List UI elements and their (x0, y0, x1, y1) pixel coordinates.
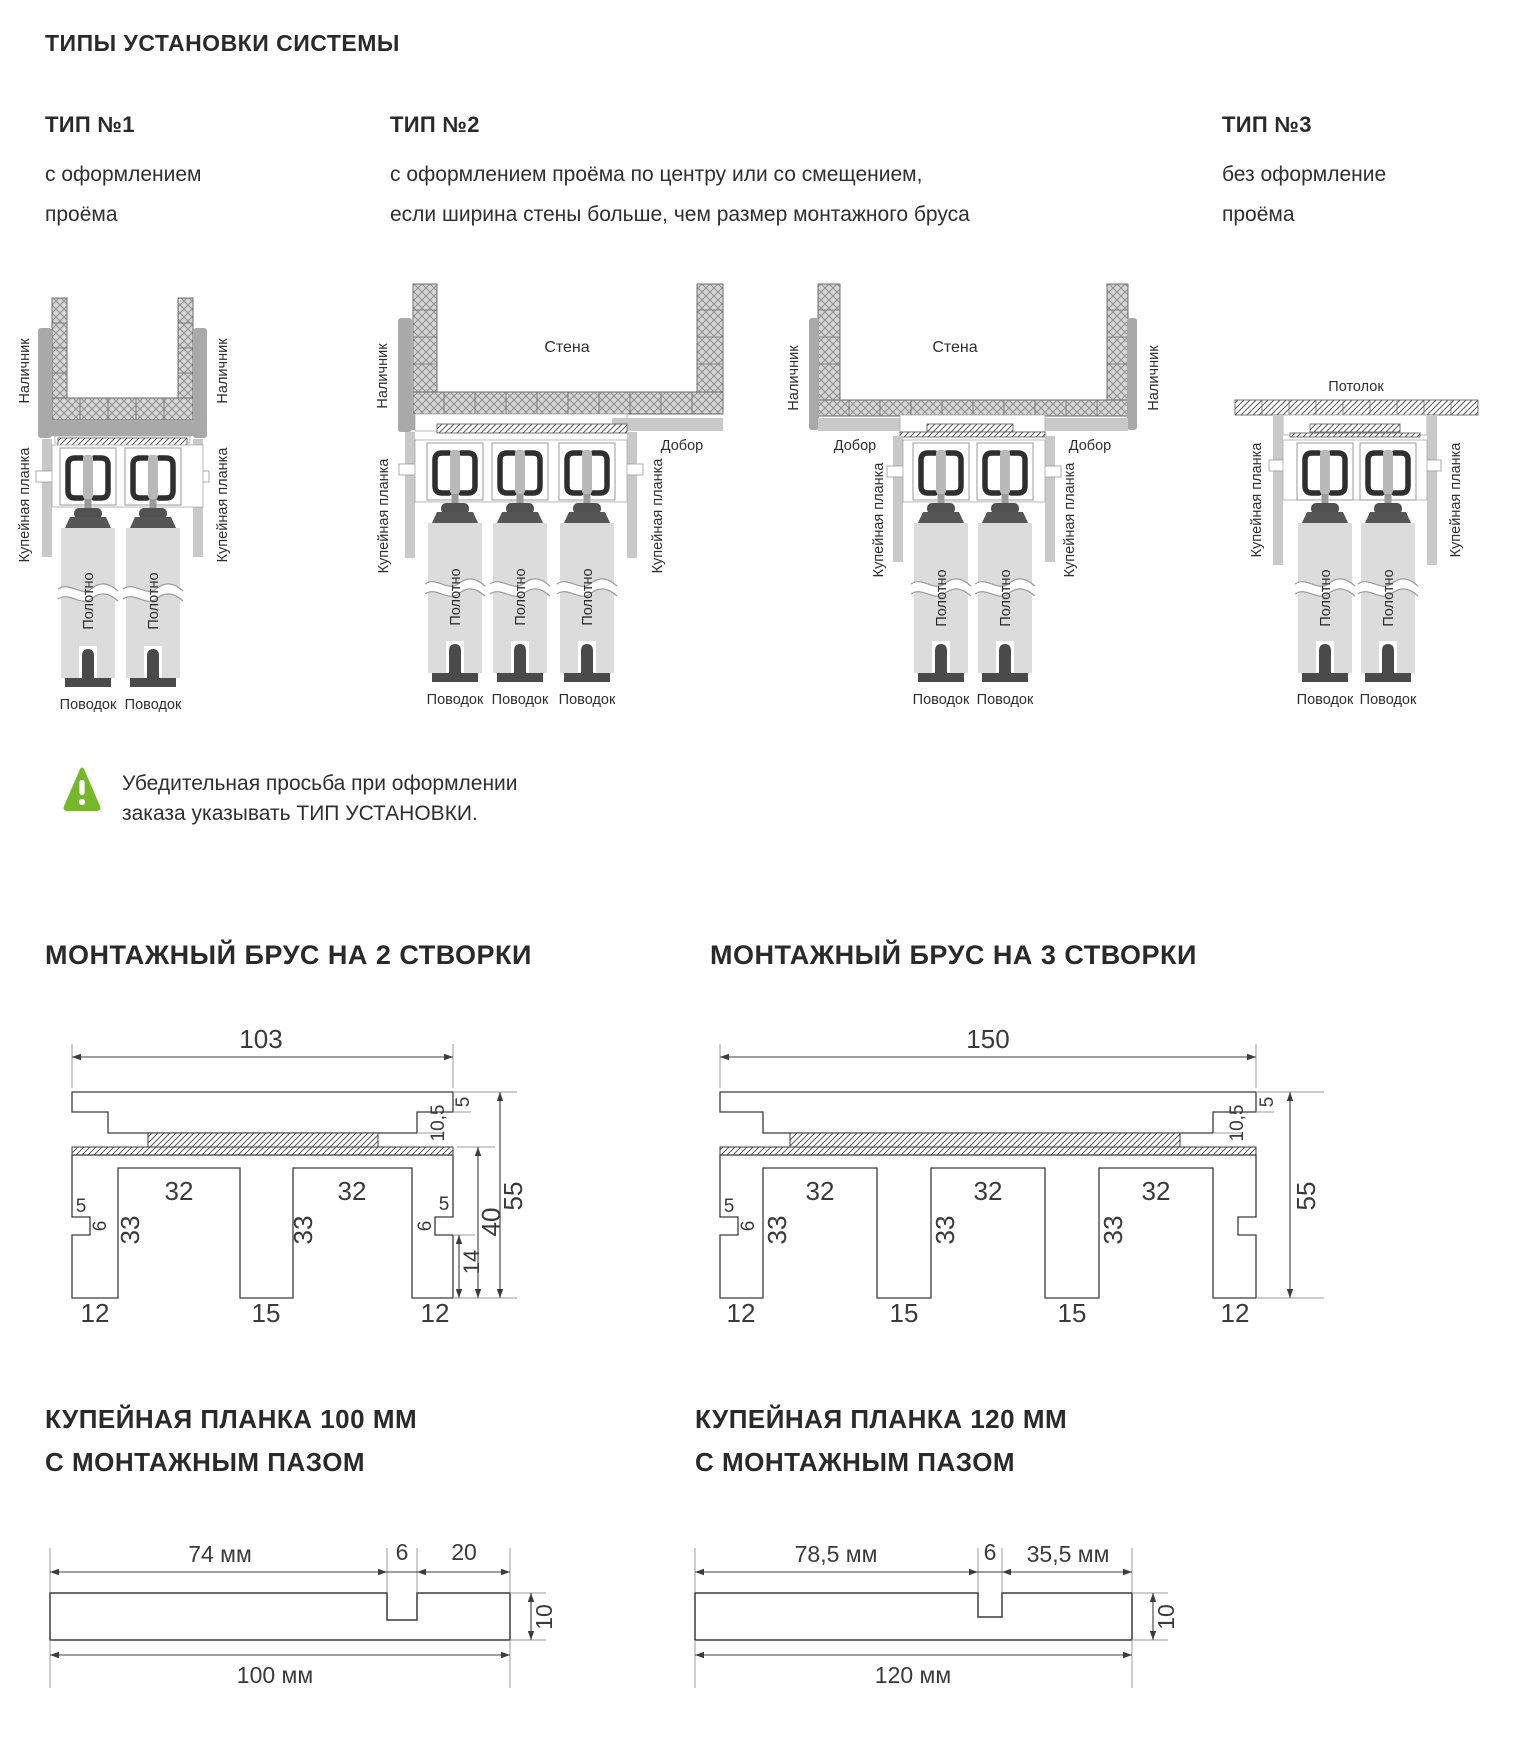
wall-left (818, 284, 840, 400)
dim-leg: 12 (1220, 1298, 1250, 1328)
hatch-strip (720, 1147, 1256, 1155)
label-stena: Стена (544, 339, 590, 356)
dim-groove-width: 32 (337, 1176, 367, 1206)
dim-total-width: 103 (239, 1024, 283, 1054)
kupe-bar-left (893, 436, 903, 562)
roller-carriage (492, 443, 548, 523)
dim-board-thickness: 5 (1257, 1096, 1278, 1108)
type3-block (1222, 112, 1386, 235)
wall-band (52, 398, 193, 420)
hatch-strip (437, 424, 627, 433)
dim-groove-width: 32 (164, 1176, 194, 1206)
label-dobor: Добор (660, 438, 704, 454)
plank-profile (695, 1593, 1132, 1640)
hatch-strip (72, 1147, 453, 1155)
dim-body-height: 40 (476, 1207, 506, 1237)
dim-notch-height: 6 (90, 1220, 111, 1232)
dim-left: 78,5 мм (794, 1541, 878, 1567)
type1-desc-line1: с оформлением (45, 163, 202, 186)
dim-foot: 14 (459, 1249, 484, 1275)
roller-carriage (913, 443, 969, 523)
kupe-notch-left (399, 464, 417, 475)
type1-desc-line2: проёма (45, 203, 118, 226)
plank120-title-line2: С МОНТАЖНЫМ ПАЗОМ (695, 1447, 1016, 1477)
kupe-bar-right (1427, 415, 1437, 565)
plank100-title-line1: КУПЕЙНАЯ ПЛАНКА 100 ММ (45, 1404, 418, 1434)
hatch-strip-thin (900, 432, 1045, 437)
label-kupe: Купейная планка (376, 458, 392, 574)
dim-total-height: 55 (1291, 1181, 1321, 1211)
dim-notch-depth: 5 (723, 1196, 735, 1217)
label-nalichnik: Наличник (375, 343, 391, 409)
label-nalichnik: Наличник (786, 345, 802, 411)
dim-leg: 15 (1057, 1298, 1087, 1328)
bar2-drawing (45, 1000, 575, 1335)
type2-block (390, 112, 970, 235)
label-kupe: Купейная планка (1062, 462, 1078, 578)
plank120-title-line1: КУПЕЙНАЯ ПЛАНКА 120 ММ (695, 1404, 1068, 1434)
dim-leg: 15 (889, 1298, 919, 1328)
diagram-type2a (330, 248, 740, 718)
roller-carriage (1297, 443, 1353, 523)
dim-slot: 6 (983, 1539, 997, 1565)
dim-notch-depth: 5 (75, 1196, 87, 1217)
bar3-title: МОНТАЖНЫЙ БРУС НА 3 СТВОРКИ (710, 940, 1197, 970)
type1-name: ТИП №1 (45, 112, 135, 137)
nalichnik-left (809, 318, 819, 430)
type2-name: ТИП №2 (390, 112, 480, 137)
dim-board-thickness: 5 (453, 1096, 474, 1108)
kupe-bar-right (1045, 436, 1055, 562)
kupe-notch-left (887, 466, 905, 477)
label-povodok: Поводок (1296, 692, 1354, 708)
type2-desc-line1: с оформлением проёма по центру или со смещением, (390, 163, 923, 186)
roller-carriage (60, 448, 116, 528)
dim-thickness: 10 (1153, 1604, 1179, 1630)
dim-groove-width: 32 (973, 1176, 1003, 1206)
dim-leg: 12 (80, 1298, 110, 1328)
hatch-bar (790, 1133, 1180, 1147)
wall-right (1107, 284, 1128, 400)
dim-step: 10,5 (1227, 1104, 1248, 1142)
label-polotno: Полотно (1381, 569, 1397, 627)
dim-groove-height: 33 (288, 1215, 318, 1245)
label-polotno: Полотно (146, 572, 162, 630)
dim-right: 35,5 мм (1026, 1541, 1110, 1567)
dim-right: 20 (451, 1539, 477, 1565)
dim-leg: 15 (251, 1298, 281, 1328)
diagram-type1 (0, 253, 250, 718)
dim-total: 120 мм (874, 1662, 952, 1688)
dobor-strip (612, 418, 723, 431)
dim-step: 10,5 (428, 1104, 449, 1142)
label-polotno: Полотно (448, 568, 464, 626)
roller-carriage (559, 443, 615, 523)
label-nalichnik: Наличник (17, 338, 33, 404)
kupe-notch-right (1043, 466, 1061, 477)
label-polotno: Полотно (934, 569, 950, 627)
label-povodok: Поводок (426, 692, 484, 708)
label-povodok: Поводок (124, 697, 182, 713)
type1-block (45, 112, 201, 235)
type2-desc-line2: если ширина стены больше, чем размер монтажного бруса (390, 203, 970, 226)
label-kupe: Купейная планка (1249, 442, 1265, 558)
label-polotno: Полотно (998, 569, 1014, 627)
label-povodok: Поводок (491, 692, 549, 708)
warning-block (62, 765, 518, 829)
label-povodok: Поводок (976, 692, 1034, 708)
label-kupe: Купейная планка (650, 458, 666, 574)
hatch-strip (1310, 424, 1400, 432)
kupe-bar-left (405, 432, 415, 558)
dim-notch-depth: 5 (438, 1194, 450, 1215)
nalichnik-right (1127, 318, 1137, 430)
ceiling-band (1235, 400, 1478, 415)
dim-groove-height: 33 (930, 1215, 960, 1245)
dim-notch-height: 6 (738, 1220, 759, 1232)
label-kupe: Купейная планка (17, 447, 33, 563)
dim-total: 100 мм (236, 1662, 314, 1688)
plank100-title-line2: С МОНТАЖНЫМ ПАЗОМ (45, 1447, 366, 1477)
nalichnik-cap (38, 420, 207, 436)
label-polotno: Полотно (513, 568, 529, 626)
plank100-drawing (40, 1528, 620, 1738)
dim-groove-height: 33 (762, 1215, 792, 1245)
warning-line2: заказа указывать ТИП УСТАНОВКИ. (122, 802, 478, 825)
wall-left (413, 284, 437, 392)
plank100-title (45, 1398, 417, 1484)
dim-slot: 6 (395, 1539, 409, 1565)
label-nalichnik: Наличник (1146, 345, 1162, 411)
label-stena: Стена (932, 339, 978, 356)
label-povodok: Поводок (1359, 692, 1417, 708)
label-povodok: Поводок (912, 692, 970, 708)
top-board (720, 1092, 1256, 1133)
plank120-drawing (640, 1528, 1260, 1738)
roller-carriage (125, 448, 181, 528)
dim-leg: 12 (420, 1298, 450, 1328)
label-kupe: Купейная планка (1448, 442, 1464, 558)
type3-desc-line2: проёма (1222, 203, 1295, 226)
dim-groove-width: 32 (805, 1176, 835, 1206)
label-potolok: Потолок (1328, 379, 1384, 395)
hatch-bar (148, 1133, 378, 1147)
type3-name: ТИП №3 (1222, 112, 1312, 137)
dim-total-height: 55 (498, 1181, 528, 1211)
label-dobor: Добор (833, 438, 877, 454)
hatch-strip (927, 424, 1013, 432)
dim-groove-height: 33 (1098, 1215, 1128, 1245)
kupe-notch-right (625, 464, 643, 475)
label-kupe: Купейная планка (871, 462, 887, 578)
dim-thickness: 10 (531, 1604, 557, 1630)
bar3-drawing (690, 1000, 1350, 1335)
warning-line1: Убедительная просьба при оформлении (122, 772, 518, 795)
label-kupe: Купейная планка (215, 447, 231, 563)
kupe-bar-left (1273, 415, 1283, 565)
dobor-strip-left (818, 418, 900, 431)
label-dobor: Добор (1068, 438, 1112, 454)
roller-carriage (977, 443, 1033, 523)
kupe-notch-left (36, 471, 54, 482)
dim-total-width: 150 (966, 1024, 1010, 1054)
diagram-type3 (1150, 248, 1523, 718)
page-title: ТИПЫ УСТАНОВКИ СИСТЕМЫ (45, 30, 400, 56)
top-board (72, 1092, 453, 1133)
label-polotno: Полотно (1318, 569, 1334, 627)
dobor-strip-right (1045, 418, 1128, 431)
diagram-type2b (745, 248, 1165, 718)
dim-groove-height: 33 (115, 1215, 145, 1245)
wall-right (697, 284, 723, 392)
dim-leg: 12 (726, 1298, 756, 1328)
plank120-title (695, 1398, 1067, 1484)
kupe-bar-left (42, 439, 52, 557)
roller-carriage (427, 443, 483, 523)
label-nalichnik: Наличник (215, 338, 231, 404)
plank-profile (50, 1593, 510, 1640)
label-povodok: Поводок (558, 692, 616, 708)
label-polotno: Полотно (580, 568, 596, 626)
warning-icon (62, 765, 102, 815)
label-povodok: Поводок (59, 697, 117, 713)
dim-groove-width: 32 (1141, 1176, 1171, 1206)
dim-left: 74 мм (188, 1541, 252, 1567)
dim-notch-height: 6 (415, 1220, 436, 1232)
kupe-bar-right (627, 432, 637, 558)
bar2-title: МОНТАЖНЫЙ БРУС НА 2 СТВОРКИ (45, 940, 532, 970)
type3-desc-line1: без оформление (1222, 163, 1387, 186)
roller-carriage (1360, 443, 1416, 523)
label-polotno: Полотно (81, 572, 97, 630)
hatch-strip-thin (1290, 433, 1420, 437)
